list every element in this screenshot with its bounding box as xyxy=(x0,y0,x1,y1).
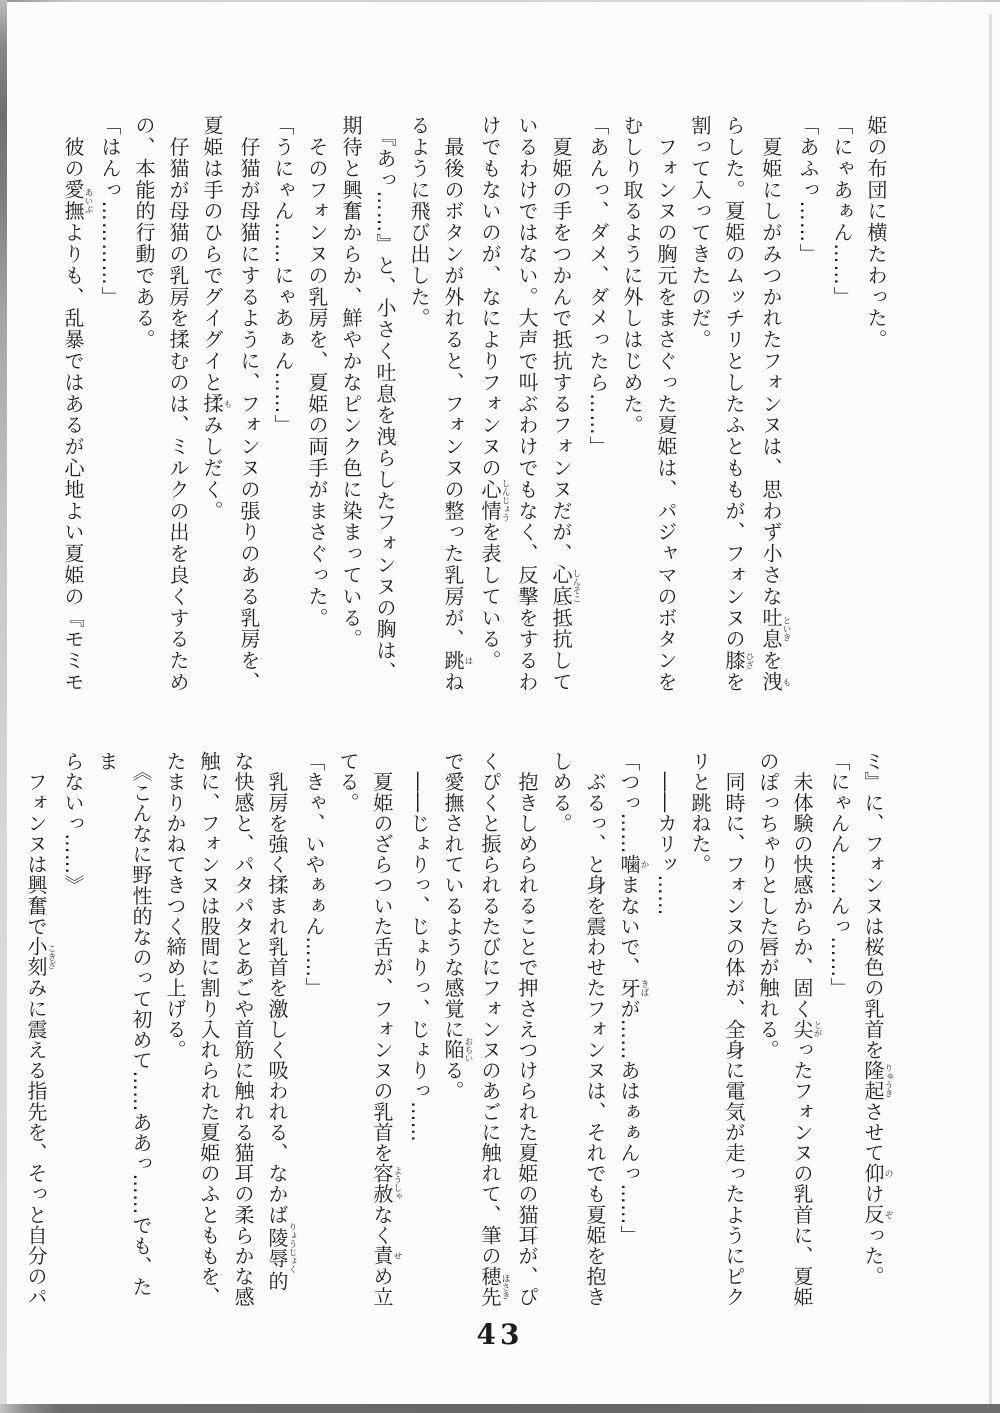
furigana-annotated-word: 容赦ようしゃ xyxy=(370,1163,402,1205)
text-line: 「はんっ…………」 xyxy=(98,115,122,308)
text-line: むしり取るように外しはじめた。 xyxy=(620,115,644,436)
page-edge-top xyxy=(0,0,1000,2)
furigana-annotated-word: 隆起りゅうき xyxy=(861,1060,893,1102)
furigana-annotated-word: 陥おちい xyxy=(441,1036,473,1063)
text-block-top xyxy=(56,115,893,705)
text-block-bottom xyxy=(19,751,893,1311)
text-line: 「うにゃん……にゃあぁん……」 xyxy=(271,115,295,436)
furigana-annotated-word: 愛撫あいぶ xyxy=(61,179,93,223)
text-line: 夏姫にしがみつかれたフォンヌは、思わず小さな吐息といきを洩も xyxy=(759,115,791,693)
text-line: たまりかねてきつく締め上げる。 xyxy=(163,751,187,1060)
text-line: 夏姫のざらついた舌が、フォンヌの乳首を容赦ようしゃなく責せめ立 xyxy=(370,751,402,1308)
text-line: 触に、フォンヌは股間に割り入れられた夏姫のふとももを、 xyxy=(197,751,221,1308)
text-line: フォンヌは興奮で小刻こきざみに震える指先を、そっと自分のパ xyxy=(24,751,56,1308)
furigana-annotated-word: 尖とが xyxy=(790,1018,822,1040)
text-line: ――カリッ…… xyxy=(654,751,678,916)
text-line: 割って入ってきたのだ。 xyxy=(688,115,712,351)
furigana-annotated-word: 洩も xyxy=(759,671,791,693)
text-line: 《こんなに野性的なのって初めて……ああっ……でも、たま xyxy=(95,751,153,1298)
furigana-annotated-word: 心底しんそこ xyxy=(549,564,581,608)
text-line: てる。 xyxy=(336,751,360,813)
page-number: 43 xyxy=(476,1318,524,1351)
page-edge-right xyxy=(989,14,992,1404)
text-line: ミ』に、フォンヌは桜色の乳首を隆起りゅうきさせて仰のけ反ぞった。 xyxy=(861,751,893,1287)
furigana-annotated-word: 吐息といき xyxy=(759,607,791,651)
text-line: 「にゃあぁん……」 xyxy=(830,115,854,308)
text-line: の、本能的行動である。 xyxy=(132,115,156,351)
text-line: 『あっ……』と、小さく吐息を洩らしたフォンヌの胸は、 xyxy=(373,115,397,683)
text-line: 姫の布団に横たわった。 xyxy=(864,115,888,351)
text-line: 彼の愛撫あいぶよりも、乱暴ではあるが心地よい夏姫の『モミモ xyxy=(61,115,93,693)
text-line: 夏姫の手をつかんで抵抗するフォンヌだが、心底しんそこ抵抗して xyxy=(549,115,581,693)
furigana-annotated-word: 揉も xyxy=(200,393,232,415)
page-edge-bottom xyxy=(0,1404,1000,1413)
text-line: リと跳ねた。 xyxy=(688,751,712,875)
text-line: フォンヌの胸元をまさぐった夏姫は、パジャマのボタンを xyxy=(654,115,678,693)
text-line: 最後のボタンが外れると、フォンヌの整った乳房が、跳はね xyxy=(441,115,473,693)
text-line: 「きゃ、いやぁぁん……」 xyxy=(302,751,326,999)
page-edge-left xyxy=(0,0,7,1413)
text-line: 「あんっ、ダメ、ダメったら……」 xyxy=(586,115,610,458)
furigana-annotated-word: 膝ひざ xyxy=(722,650,754,672)
text-line: しめる。 xyxy=(549,751,573,834)
text-line: 抱きしめられることで押さえつけられた夏姫の猫耳が、ぴ xyxy=(515,751,539,1308)
text-line: な快感と、パタパタとあごや首筋に触れる猫耳の柔らかな感 xyxy=(231,751,255,1308)
text-line: くぴくと振られるたびにフォンヌのあごに触れて、筆の穂先ほさき xyxy=(478,751,510,1308)
text-line: 夏姫は手のひらでグイグイと揉もみしだく。 xyxy=(200,115,232,522)
text-line: 乳房を強く揉まれ乳首を激しく吸われる、なかば陵辱りょうじょく的 xyxy=(265,751,297,1292)
text-line: 未体験の快感からか、固く尖とがったフォンヌの乳首に、夏姫 xyxy=(790,751,822,1308)
text-line: るように飛び出した。 xyxy=(407,115,431,329)
text-line: 期待と興奮からか、鮮やかなピンク色に染まっている。 xyxy=(339,115,363,650)
furigana-annotated-word: 心情しんじょう xyxy=(478,478,510,522)
text-line: 「にゃんん……んっ……」 xyxy=(827,751,851,999)
text-line: いるわけではない。大声で叫ぶわけでもなく、反撃をするわ xyxy=(515,115,539,693)
text-line: 同時に、フォンヌの体が、全身に電気が走ったようにピク xyxy=(722,751,746,1308)
text-line: 仔猫が母猫の乳房を揉むのは、ミルクの出を良くするため xyxy=(166,115,190,693)
furigana-annotated-word: 噛か xyxy=(617,854,649,875)
text-line: で愛撫されているような感覚に陥おちいる。 xyxy=(441,751,473,1102)
furigana-annotated-word: 小刻こきざ xyxy=(24,936,56,978)
text-line: のぽっちゃりとした唇が触れる。 xyxy=(756,751,780,1060)
furigana-annotated-word: 反ぞ xyxy=(861,1204,893,1225)
furigana-annotated-word: 牙きば xyxy=(617,977,649,999)
furigana-annotated-word: 仰の xyxy=(861,1163,893,1184)
text-line: 「つっ……噛かまないで、牙きばが……あはぁぁんっ……」 xyxy=(617,751,649,1246)
furigana-annotated-word: 跳は xyxy=(441,650,473,672)
furigana-annotated-word: 責せ xyxy=(370,1245,402,1267)
furigana-annotated-word: 陵辱りょうじょく xyxy=(265,1222,297,1274)
text-line: らした。夏姫のムッチリとしたふとももが、フォンヌの膝ひざを xyxy=(722,115,754,693)
text-line: ――じょりっ、じょりっ、じょりっ…… xyxy=(407,751,431,1143)
text-line: けでもないのが、なによりフォンヌの心情しんじょうを表している。 xyxy=(478,115,510,672)
text-line: 仔猫が母猫にするように、フォンヌの張りのある乳房を、 xyxy=(237,115,261,693)
text-line: 「あふっ……」 xyxy=(796,115,820,265)
text-line: ぶるっ、と身を震わせたフォンヌは、それでも夏姫を抱き xyxy=(583,751,607,1308)
text-line: そのフォンヌの乳房を、夏姫の両手がまさぐった。 xyxy=(305,115,329,629)
furigana-annotated-word: 穂先ほさき xyxy=(478,1266,510,1308)
text-line: らないっ……》 xyxy=(61,751,85,896)
